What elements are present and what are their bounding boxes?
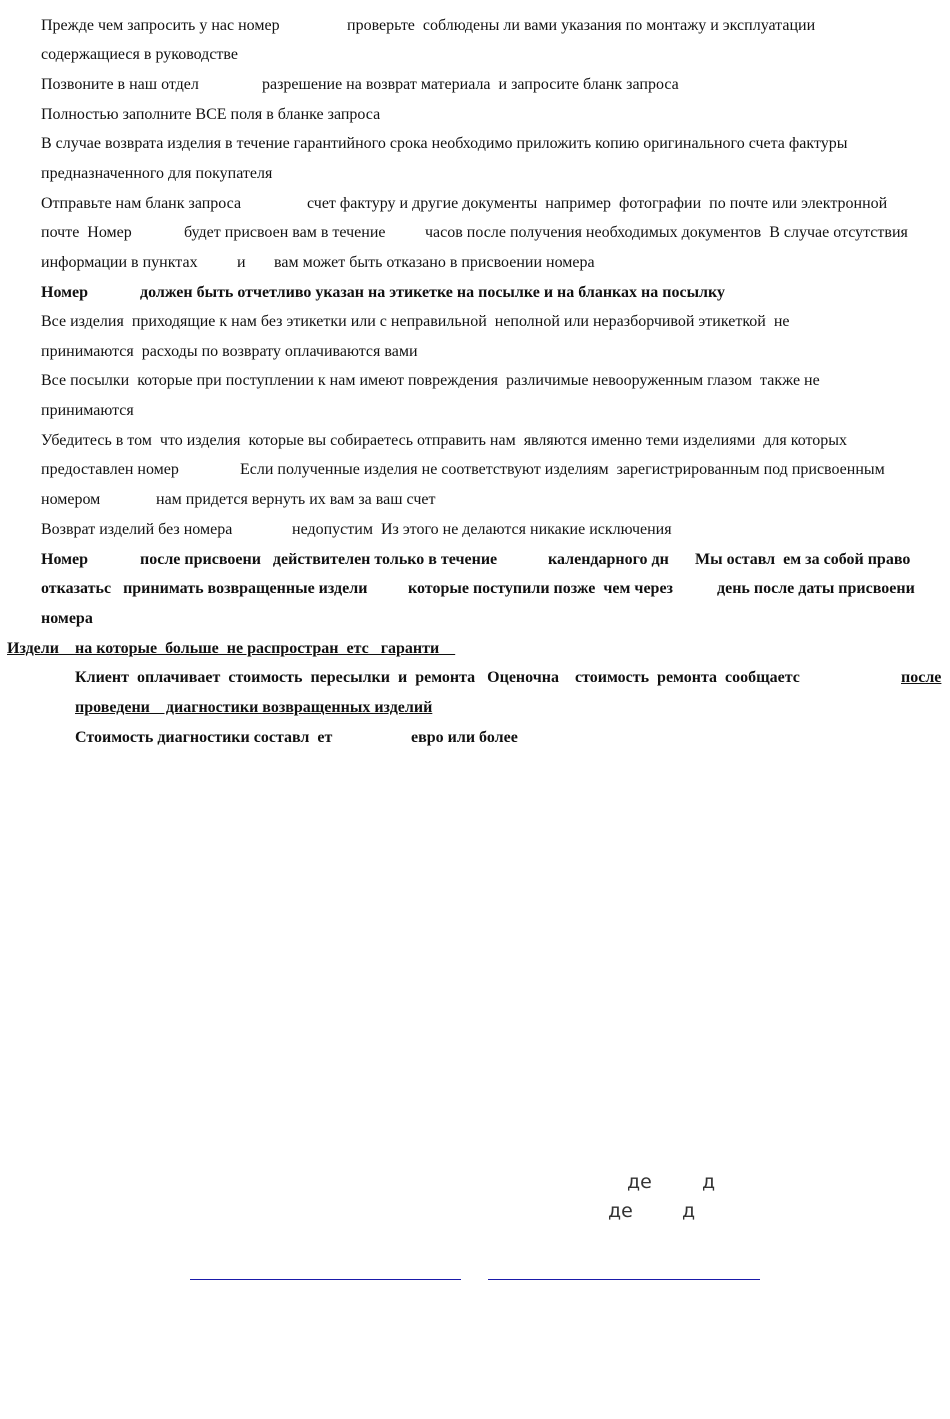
text-line: Полностью заполните ВСЕ поля в бланке запроса (41, 106, 381, 123)
text-line: после (901, 669, 942, 686)
text-line: Убедитесь в том что изделия которые вы собираетесь отправить нам являются именно теми изделиями для которых (41, 432, 848, 449)
text-line: разрешение на возврат материала и запросите бланк запроса (262, 76, 679, 93)
text-line: принимаются расходы по возврату оплачиваются вами (41, 343, 418, 360)
text-line: информации в пунктах (41, 254, 198, 271)
text-line: счет фактуру и другие документы например фотографии по почте или электронной (307, 195, 888, 212)
text-line: Номер (41, 284, 89, 301)
text-line: Если полученные изделия не соответствуют изделиям зарегистрированным под присвоенным (240, 461, 885, 478)
text-line: Клиент оплачивает стоимость пересылки и ремонта Оценочна стоимость ремонта сообщаетс (75, 669, 800, 686)
text-line: недопустим Из этого не делаются никакие исключения (292, 521, 672, 538)
text-line: проверьте соблюдены ли вами указания по монтажу и эксплуатации (347, 17, 816, 34)
signature-line (190, 1279, 461, 1280)
text-line: номера (41, 610, 93, 627)
text-line: и (237, 254, 246, 271)
text-line: отказатьс принимать возвращенные издели (41, 580, 368, 597)
text-line: предназначенного для покупателя (41, 165, 273, 182)
text-line: Мы оставл ем за собой право (695, 551, 911, 568)
text-line: которые поступили позже чем через (408, 580, 673, 597)
text-line: часов после получения необходимых документов В случае отсутствия (425, 224, 908, 241)
text-line: вам может быть отказано в присвоении номера (274, 254, 595, 271)
text-line: должен быть отчетливо указан на этикетке на посылке и на бланках на посылку (140, 284, 726, 301)
section-heading: Издели на которые больше не распростран етс гаранти (7, 640, 456, 657)
text-line: Все изделия приходящие к нам без этикетки или с неправильной неполной или неразборчивой этикеткой не (41, 313, 790, 330)
signature-line (488, 1279, 760, 1280)
footer-text: де (608, 1200, 633, 1222)
text-line: Номер (41, 551, 89, 568)
text-line: Позвоните в наш отдел (41, 76, 199, 93)
text-line: нам придется вернуть их вам за ваш счет (156, 491, 436, 508)
text-line: принимаются (41, 402, 134, 419)
footer-text: д (682, 1200, 696, 1222)
text-line: почте Номер (41, 224, 132, 241)
text-line: Возврат изделий без номера (41, 521, 233, 538)
footer-text: де (627, 1171, 652, 1193)
text-line: Отправьте нам бланк запроса (41, 195, 242, 212)
text-line: Прежде чем запросить у нас номер (41, 17, 280, 34)
text-line: предоставлен номер (41, 461, 179, 478)
text-line: календарного дн (548, 551, 669, 568)
text-line: евро или более (411, 729, 518, 746)
text-line: Стоимость диагностики составл ет (75, 729, 333, 746)
text-line: В случае возврата изделия в течение гарантийного срока необходимо приложить копию оригинального счета фактуры (41, 135, 848, 152)
text-line: после присвоени действителен только в течение (140, 551, 498, 568)
text-line: проведени диагностики возвращенных изделий (75, 699, 433, 716)
footer-text: д (702, 1171, 716, 1193)
text-line: содержащиеся в руководстве (41, 46, 238, 63)
text-line: будет присвоен вам в течение (184, 224, 386, 241)
text-line: день после даты присвоени (717, 580, 915, 597)
text-line: Все посылки которые при поступлении к нам имеют повреждения различимые невооруженным глазом также не (41, 372, 820, 389)
text-line: номером (41, 491, 101, 508)
